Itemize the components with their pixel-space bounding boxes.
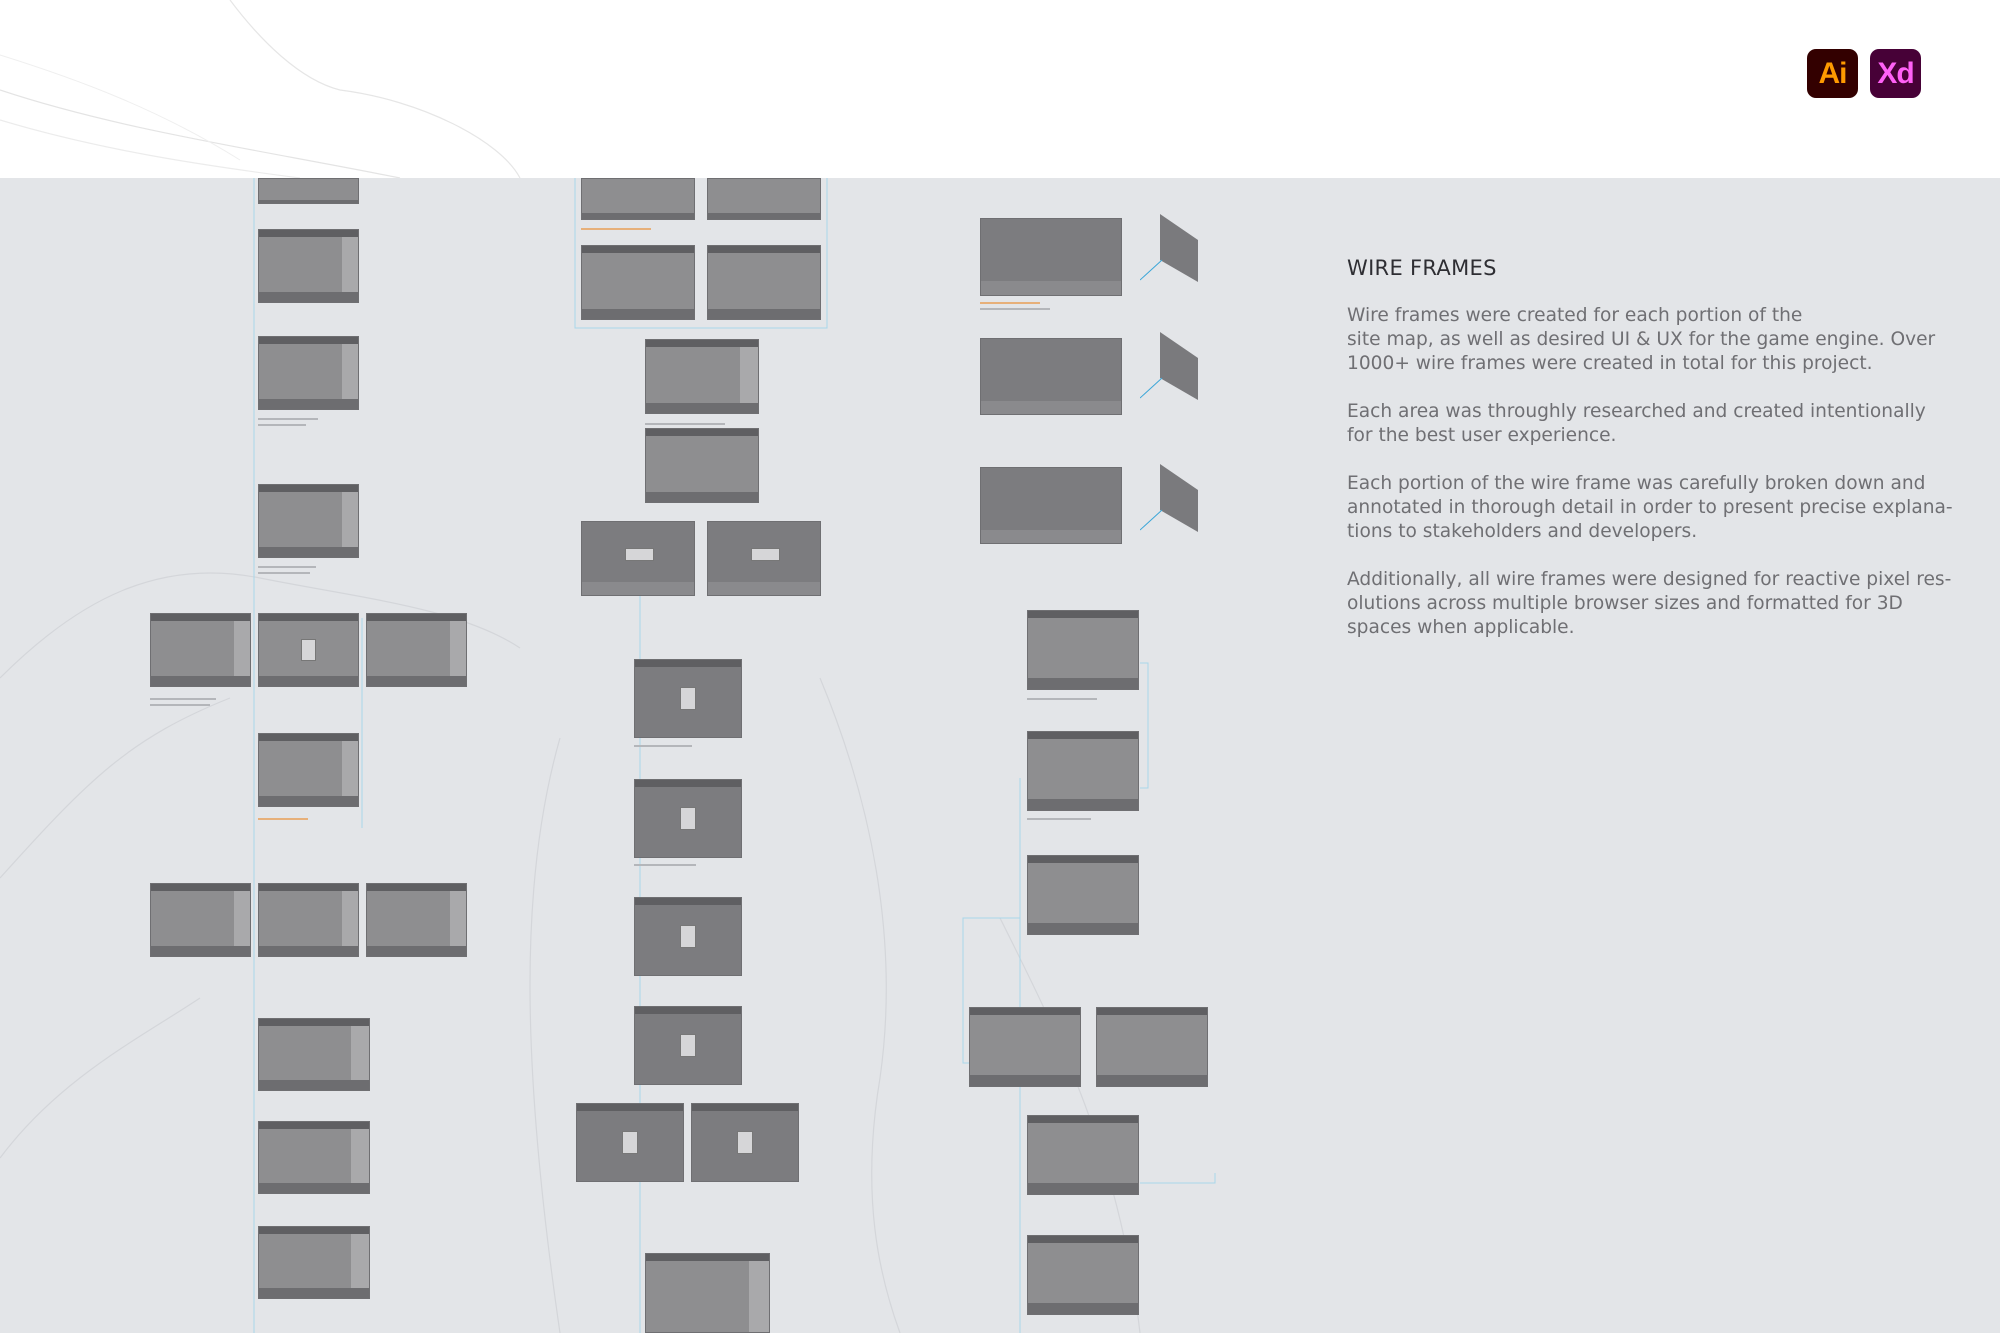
annotation-line: [258, 818, 308, 820]
wireframe-thumbnail: [707, 245, 821, 320]
wireframe-thumbnail: [1027, 731, 1139, 811]
wireframe-thumbnail: [258, 178, 359, 204]
wire-frames-section: [1347, 256, 1953, 664]
wireframe-thumbnail: [1027, 1235, 1139, 1315]
annotation-line: [1027, 818, 1091, 820]
wireframe-thumbnail: [645, 428, 759, 503]
3d-space-sketch: [1140, 460, 1200, 540]
wireframe-thumbnail: [150, 883, 251, 957]
section-title: WIRE FRAMES: [1347, 256, 1497, 280]
wireframe-thumbnail: [634, 659, 742, 738]
wireframe-thumbnail: [980, 467, 1122, 544]
annotation-line: [150, 704, 210, 706]
wireframe-thumbnail: [576, 1103, 684, 1182]
wireframe-thumbnail: [581, 521, 695, 596]
paragraph: [1347, 568, 1952, 640]
paragraph: [1347, 304, 1937, 376]
annotation-line: [581, 228, 651, 230]
paragraph: [1347, 472, 1953, 544]
wireframe-thumbnail: [258, 484, 359, 558]
wireframe-thumbnail: [707, 178, 821, 220]
3d-space-sketch: [1140, 210, 1200, 290]
annotation-line: [258, 418, 318, 420]
wireframe-thumbnail: [969, 1007, 1081, 1087]
annotation-line: [980, 308, 1050, 310]
adobe-illustrator-icon: Ai: [1807, 49, 1858, 98]
wireframe-thumbnail: [645, 339, 759, 414]
paragraph-line: 1000+ wire frames were created in total for this project.: [1347, 353, 1873, 374]
annotation-line: [980, 302, 1040, 304]
wireframe-thumbnail: [645, 1253, 770, 1333]
paragraph: [1347, 400, 1937, 448]
wireframe-thumbnail: [258, 1121, 370, 1194]
paragraph-line: Wire frames were created for each portion of the: [1347, 305, 1803, 326]
wireframe-thumbnail: [634, 897, 742, 976]
wireframe-thumbnail: [1027, 1115, 1139, 1195]
wireframe-thumbnail: [258, 613, 359, 687]
annotation-line: [258, 572, 310, 574]
annotation-line: [258, 424, 306, 426]
paragraph-line: Each area was throughly researched and created intentionally: [1347, 401, 1926, 422]
paragraph-line: olutions across multiple browser sizes and formatted for 3D: [1347, 593, 1903, 614]
wireframe-thumbnail: [366, 613, 467, 687]
paragraph-line: Additionally, all wire frames were designed for reactive pixel res-: [1347, 569, 1952, 590]
wireframe-thumbnail: [1096, 1007, 1208, 1087]
annotation-line: [150, 698, 216, 700]
wireframe-thumbnail: [1027, 855, 1139, 935]
paragraph-line: annotated in thorough detail in order to present precise explana-: [1347, 497, 1953, 518]
paragraph-line: Each portion of the wire frame was carefully broken down and: [1347, 473, 1926, 494]
wireframe-thumbnail: [258, 229, 359, 303]
annotation-line: [634, 864, 696, 866]
paragraph-line: spaces when applicable.: [1347, 617, 1575, 638]
wireframe-thumbnail: [258, 883, 359, 957]
wireframe-thumbnail: [258, 336, 359, 410]
annotation-line: [258, 566, 316, 568]
wireframe-thumbnail: [691, 1103, 799, 1182]
wireframe-thumbnail: [366, 883, 467, 957]
annotation-line: [645, 423, 725, 425]
page-header: [0, 0, 2000, 178]
3d-space-sketch: [1140, 328, 1200, 408]
wireframe-thumbnail: [258, 733, 359, 807]
wireframe-thumbnail: [258, 1018, 370, 1091]
annotation-line: [634, 745, 692, 747]
wireframe-thumbnail: [1027, 610, 1139, 690]
wireframe-thumbnail: [980, 218, 1122, 296]
wireframe-thumbnail: [634, 1006, 742, 1085]
adobe-xd-icon: Xd: [1870, 49, 1921, 98]
wireframe-thumbnail: [258, 1226, 370, 1299]
wireframe-thumbnail: [581, 245, 695, 320]
paragraph-line: site map, as well as desired UI & UX for the game engine. Over: [1347, 329, 1936, 350]
wireframe-thumbnail: [980, 338, 1122, 415]
wireframe-thumbnail: [581, 178, 695, 220]
contour-lines-decoration: [0, 0, 2000, 178]
paragraph-line: for the best user experience.: [1347, 425, 1617, 446]
wireframe-thumbnail: [150, 613, 251, 687]
paragraph-line: tions to stakeholders and developers.: [1347, 521, 1698, 542]
wireframe-thumbnail: [634, 779, 742, 858]
annotation-line: [1027, 698, 1097, 700]
wireframe-thumbnail: [707, 521, 821, 596]
